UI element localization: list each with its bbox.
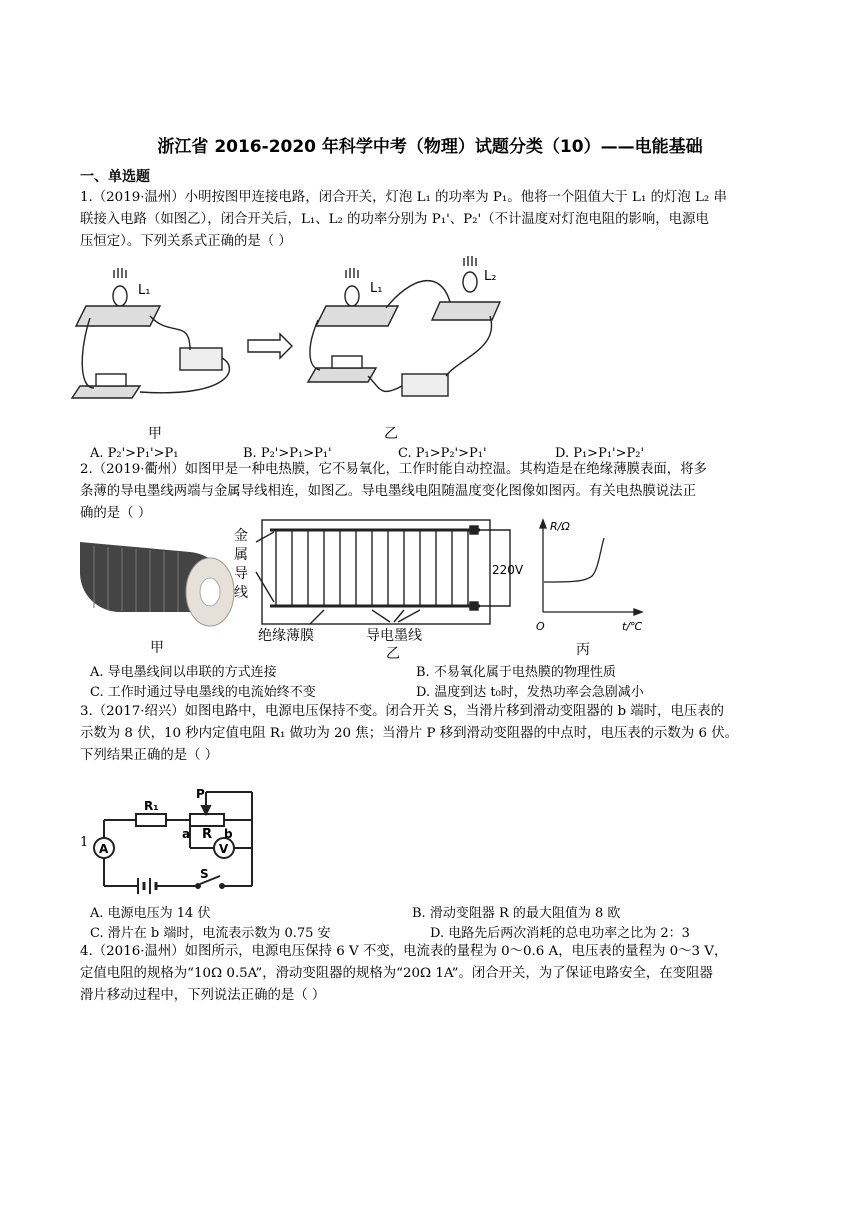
- q2-metal-wire-label: 金属导线: [234, 528, 248, 601]
- q2-ink-line-label: 导电墨线: [366, 628, 422, 644]
- q1-label-l2: L₂: [484, 269, 497, 284]
- q3-option-b[interactable]: B. 滑动变阻器 R 的最大阻值为 8 欧: [412, 906, 621, 921]
- q1-caption-jia: 甲: [148, 426, 162, 442]
- q1-label-l1: L₁: [138, 283, 151, 298]
- q2-caption-yi: 乙: [386, 646, 400, 662]
- q1-circuit-figure: [80, 258, 540, 448]
- q2-y-axis-label: R/Ω: [550, 520, 570, 533]
- q3-option-c[interactable]: C. 滑片在 b 端时，电流表示数为 0.75 安: [90, 926, 331, 941]
- section-heading: 一、单选题: [80, 169, 150, 185]
- q2-voltage-label: 220V: [492, 563, 524, 577]
- q1-caption-yi: 乙: [384, 426, 398, 442]
- q3-side-mark: 1: [80, 835, 89, 850]
- q2-insulating-film-label: 绝缘薄膜: [258, 628, 314, 644]
- q2-caption-bing: 丙: [576, 642, 590, 658]
- question-1-text: 1.（2019·温州）小明按图甲连接电路，闭合开关，灯泡 L₁ 的功率为 P₁。他将一个阻值大于 L₁ 的灯泡 L₂ 串 联接入电路（如图乙），闭合开关后，L₁、L₂ 的功率分别为 P₁'、P₂'（不计温度对灯泡电阻的影响，电源电 压恒定）。下列关系式正确的是（ ）: [80, 190, 727, 249]
- q2-origin-label: O: [536, 620, 545, 633]
- q2-heating-film-figure: [80, 512, 650, 662]
- question-3-text: 3.（2017·绍兴）如图电路中，电源电压保持不变。闭合开关 S，当滑片移到滑动变阻器的 b 端时，电压表的 示数为 8 伏，10 秒内定值电阻 R₁ 做功为 20 焦；当滑片 P 移到滑动变阻器的中点时，电压表的示数为 6 伏。 下列结果正确的是（ ）: [80, 704, 739, 763]
- q2-film-roll-image: [80, 542, 234, 626]
- q1-option-b[interactable]: B. P₂'>P₁>P₁': [243, 446, 332, 461]
- q1-option-a[interactable]: A. P₂'>P₁'>P₁: [90, 446, 179, 461]
- q3-switch-label: S: [200, 867, 209, 881]
- document-title: 浙江省 2016-2020 年科学中考（物理）试题分类（10）——电能基础: [157, 137, 703, 157]
- q3-ammeter-label: A: [99, 842, 109, 856]
- q3-voltmeter-label: V: [219, 842, 229, 856]
- q2-option-b[interactable]: B. 不易氧化属于电热膜的物理性质: [416, 665, 616, 680]
- q2-caption-jia: 甲: [150, 640, 164, 656]
- q2-x-axis-label: t/℃: [622, 620, 643, 633]
- q3-label-r1: R₁: [144, 799, 159, 813]
- q1-option-c[interactable]: C. P₁>P₂'>P₁': [398, 446, 487, 461]
- q3-option-a[interactable]: A. 电源电压为 14 伏: [90, 906, 211, 921]
- q2-option-d[interactable]: D. 温度到达 t₀时，发热功率会急剧减小: [416, 685, 644, 700]
- q3-label-b: b: [224, 827, 233, 841]
- question-4-text: 4.（2016·温州）如图所示，电源电压保持 6 V 不变，电流表的量程为 0～0.6 A，电压表的量程为 0～3 V， 定值电阻的规格为“10Ω 0.5A”，滑动变阻器的规格为“20Ω 1A”。闭合开关，为了保证电路安全，在变阻器 滑片移动过程中，下列说法正确的是（ ）: [80, 944, 728, 1003]
- q1-option-d[interactable]: D. P₁>P₁'>P₂': [555, 446, 645, 461]
- q3-label-a: a: [182, 827, 191, 841]
- q3-circuit-diagram: [92, 782, 262, 902]
- q3-label-p: P: [196, 787, 205, 801]
- q1-label-l1b: L₁: [370, 281, 383, 296]
- q3-label-r: R: [202, 827, 213, 842]
- q3-option-d[interactable]: D. 电路先后两次消耗的总电功率之比为 2：3: [430, 926, 690, 941]
- q2-option-a[interactable]: A. 导电墨线间以串联的方式连接: [90, 665, 277, 680]
- question-2-text: 2.（2019·衢州）如图甲是一种电热膜，它不易氧化，工作时能自动控温。其构造是在绝缘薄膜表面，将多 条薄的导电墨线两端与金属导线相连，如图乙。导电墨线电阻随温度变化图像如图丙。有关电热膜说法正 确的是（ ）: [80, 462, 707, 521]
- q2-option-c[interactable]: C. 工作时通过导电墨线的电流始终不变: [90, 685, 316, 700]
